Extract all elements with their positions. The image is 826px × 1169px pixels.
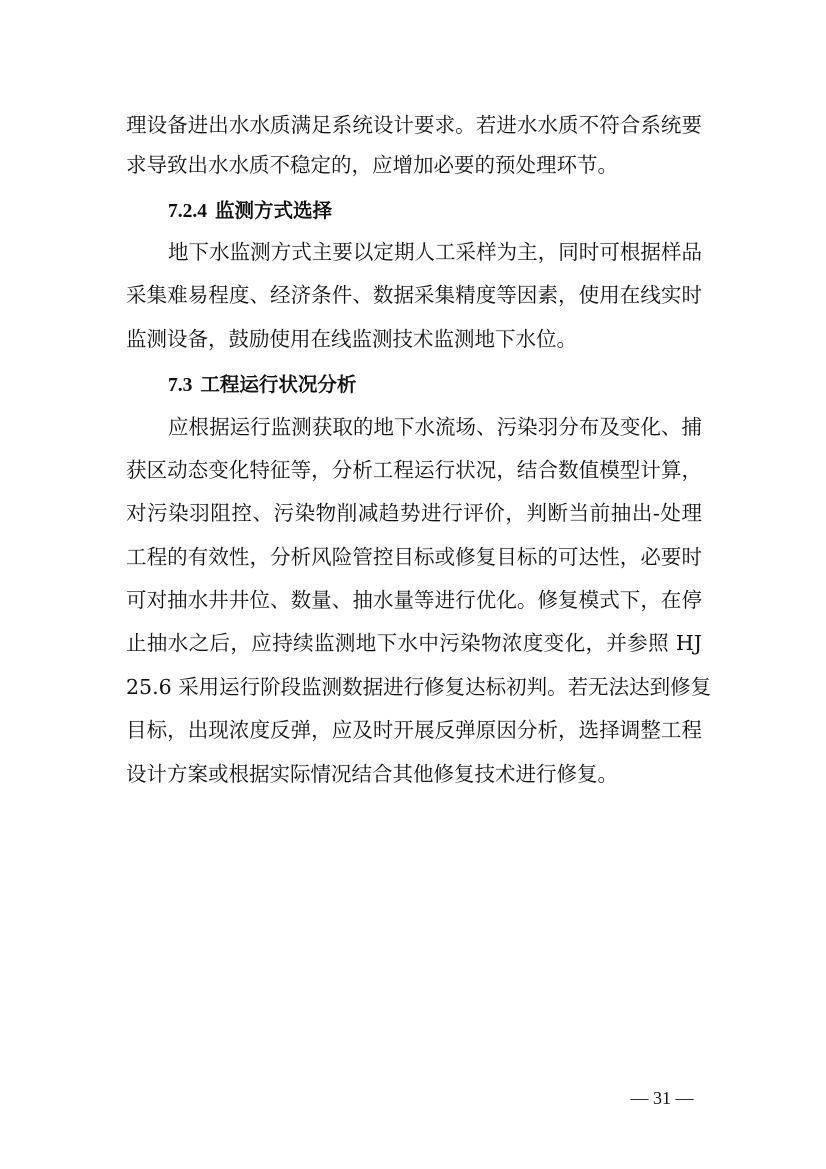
paragraph-line: 理设备进出水水质满足系统设计要求。若进水水质不符合系统要 (126, 113, 702, 137)
section-number: 7.2.4 (168, 201, 207, 222)
section-title: 监测方式选择 (215, 199, 333, 222)
paragraph-line: 可对抽水井井位、数量、抽水量等进行优化。修复模式下，在停 (126, 588, 702, 612)
paragraph-line: 采集难易程度、经济条件、数据采集精度等因素，使用在线实时 (126, 283, 702, 307)
paragraph-line: 止抽水之后，应持续监测地下水中污染物浓度变化，并参照 HJ (126, 631, 702, 655)
page-number: — 31 — (630, 1088, 694, 1108)
paragraph-line: 目标，出现浓度反弹，应及时开展反弹原因分析，选择调整工程 (126, 718, 702, 742)
section-heading-7-2-4 (168, 197, 332, 226)
paragraph-line: 应根据运行监测获取的地下水流场、污染羽分布及变化、捕 (168, 415, 702, 439)
paragraph-line: 求导致出水水质不稳定的，应增加必要的预处理环节。 (126, 153, 618, 177)
paragraph-line: 对污染羽阻控、污染物削减趋势进行评价，判断当前抽出-处理 (126, 501, 702, 525)
paragraph-line: 设计方案或根据实际情况结合其他修复技术进行修复。 (126, 762, 618, 786)
section-heading-7-3 (168, 371, 356, 400)
paragraph-line: 25.6 采用运行阶段监测数据进行修复达标初判。若无法达到修复 (126, 675, 712, 699)
paragraph-line: 获区动态变化特征等，分析工程运行状况，结合数值模型计算， (126, 458, 702, 482)
paragraph-line: 监测设备，鼓励使用在线监测技术监测地下水位。 (126, 327, 577, 351)
section-title: 工程运行状况分析 (200, 373, 357, 396)
section-number: 7.3 (168, 375, 193, 396)
paragraph-line: 工程的有效性，分析风险管控目标或修复目标的可达性，必要时 (126, 545, 702, 569)
paragraph-line: 地下水监测方式主要以定期人工采样为主，同时可根据样品 (168, 240, 702, 264)
